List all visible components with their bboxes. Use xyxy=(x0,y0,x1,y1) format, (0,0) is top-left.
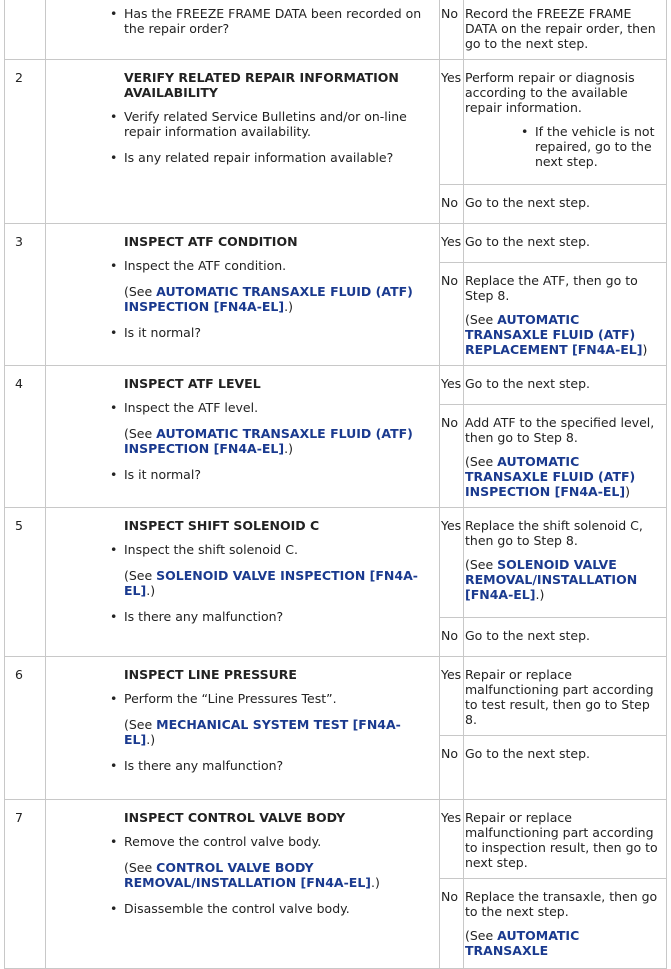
action-cell: Record the FREEZE FRAME DATA on the repair order, then go to the next step. xyxy=(464,0,667,60)
question-bullet: • Is it normal? xyxy=(124,325,431,340)
action-cell: Replace the shift solenoid C, then go to Step 8. (See SOLENOID VALVE REMOVAL/INSTALLATION [FN4A-EL].) xyxy=(464,508,667,618)
step-title: VERIFY RELATED REPAIR INFORMATION AVAILABILITY xyxy=(124,70,399,100)
reference-note: (See AUTOMATIC TRANSAXLE FLUID (ATF) INSPECTION [FN4A-EL].) xyxy=(124,426,413,456)
step-row-3 xyxy=(5,224,667,263)
step-row-5 xyxy=(5,508,667,618)
inspection-cell xyxy=(46,0,440,60)
step-row-6 xyxy=(5,657,667,736)
action-cell: Repair or replace malfunctioning part according to test result, then go to Step 8. xyxy=(464,657,667,736)
step-number xyxy=(5,0,46,60)
answer-label: Yes xyxy=(440,224,464,263)
reference-link[interactable]: AUTOMATIC TRANSAXLE xyxy=(465,928,580,958)
answer-label: Yes xyxy=(440,800,464,879)
reference-link[interactable]: AUTOMATIC TRANSAXLE FLUID (ATF) REPLACEMENT [FN4A-EL] xyxy=(465,312,643,357)
reference-link[interactable]: SOLENOID VALVE REMOVAL/INSTALLATION [FN4A-EL] xyxy=(465,557,638,602)
reference-note: (See CONTROL VALVE BODY REMOVAL/INSTALLATION [FN4A-EL].) xyxy=(124,860,380,890)
step-row-2 xyxy=(5,60,667,185)
action-cell: Replace the transaxle, then go to the next step. (See AUTOMATIC TRANSAXLE xyxy=(464,879,667,969)
step-row-1 xyxy=(5,0,667,60)
instruction-bullet: • Perform the “Line Pressures Test”. xyxy=(124,691,431,706)
action-cell: Go to the next step. xyxy=(464,185,667,224)
action-cell: Replace the ATF, then go to Step 8. (See AUTOMATIC TRANSAXLE FLUID (ATF) REPLACEMENT [FN4A-EL]) xyxy=(464,263,667,366)
reference-note: (See MECHANICAL SYSTEM TEST [FN4A-EL].) xyxy=(124,717,401,747)
reference-note: (See SOLENOID VALVE REMOVAL/INSTALLATION [FN4A-EL].) xyxy=(465,557,638,602)
step-number: 2 xyxy=(5,60,46,224)
answer-label: Yes xyxy=(440,508,464,618)
reference-note: (See AUTOMATIC TRANSAXLE FLUID (ATF) REPLACEMENT [FN4A-EL]) xyxy=(465,312,648,357)
instruction-bullet: • Disassemble the control valve body. xyxy=(124,901,431,916)
question-bullet: • Is there any malfunction? xyxy=(124,609,431,624)
step-row-4 xyxy=(5,366,667,405)
step-title: INSPECT SHIFT SOLENOID C xyxy=(124,518,320,533)
step-row-7 xyxy=(5,800,667,879)
action-cell: Perform repair or diagnosis according to the available repair information. • If the vehicle is not repaired, go to the next step. xyxy=(464,60,667,185)
diagnostic-procedure-table xyxy=(4,0,667,969)
answer-label: Yes xyxy=(440,60,464,185)
instruction-bullet: • Inspect the ATF condition. xyxy=(124,258,431,273)
reference-note: (See AUTOMATIC TRANSAXLE xyxy=(465,928,580,958)
action-cell: Go to the next step. xyxy=(464,366,667,405)
inspection-cell xyxy=(46,657,440,800)
answer-label: No xyxy=(440,263,464,366)
reference-link[interactable]: SOLENOID VALVE INSPECTION [FN4A-EL] xyxy=(124,568,418,598)
instruction-bullet: • Verify related Service Bulletins and/or on-line repair information availability. xyxy=(124,109,431,139)
reference-note: (See AUTOMATIC TRANSAXLE FLUID (ATF) INSPECTION [FN4A-EL].) xyxy=(124,284,413,314)
step-title: INSPECT LINE PRESSURE xyxy=(124,667,297,682)
question-bullet: • Is any related repair information available? xyxy=(124,150,431,165)
action-cell: Add ATF to the specified level, then go to Step 8. (See AUTOMATIC TRANSAXLE FLUID (ATF) INSPECTION [FN4A-EL]) xyxy=(464,405,667,508)
answer-label: Yes xyxy=(440,366,464,405)
answer-label: No xyxy=(440,618,464,657)
step-title: INSPECT ATF LEVEL xyxy=(124,376,261,391)
action-cell: Go to the next step. xyxy=(464,736,667,800)
reference-link[interactable]: MECHANICAL SYSTEM TEST [FN4A-EL] xyxy=(124,717,401,747)
inspection-cell xyxy=(46,224,440,366)
reference-link[interactable]: CONTROL VALVE BODY REMOVAL/INSTALLATION [FN4A-EL] xyxy=(124,860,372,890)
step-number: 7 xyxy=(5,800,46,969)
step-number: 6 xyxy=(5,657,46,800)
step-title: INSPECT ATF CONDITION xyxy=(124,234,298,249)
instruction-bullet: • Inspect the ATF level. xyxy=(124,400,431,415)
answer-label: No xyxy=(440,405,464,508)
inspection-cell xyxy=(46,800,440,969)
inspection-cell xyxy=(46,366,440,508)
reference-link[interactable]: AUTOMATIC TRANSAXLE FLUID (ATF) INSPECTION [FN4A-EL] xyxy=(465,454,636,499)
answer-label: No xyxy=(440,879,464,969)
step-number: 3 xyxy=(5,224,46,366)
action-cell: Repair or replace malfunctioning part according to inspection result, then go to next step. xyxy=(464,800,667,879)
reference-note: (See AUTOMATIC TRANSAXLE FLUID (ATF) INSPECTION [FN4A-EL]) xyxy=(465,454,636,499)
sub-bullet: • If the vehicle is not repaired, go to the next step. xyxy=(535,124,662,169)
reference-link[interactable]: AUTOMATIC TRANSAXLE FLUID (ATF) INSPECTION [FN4A-EL] xyxy=(124,284,413,314)
question-bullet: • Is it normal? xyxy=(124,467,431,482)
step-title: INSPECT CONTROL VALVE BODY xyxy=(124,810,346,825)
answer-label: Yes xyxy=(440,657,464,736)
answer-label: No xyxy=(440,185,464,224)
step-number: 5 xyxy=(5,508,46,657)
action-cell: Go to the next step. xyxy=(464,618,667,657)
action-cell: Go to the next step. xyxy=(464,224,667,263)
question-bullet: • Has the FREEZE FRAME DATA been recorded on the repair order? xyxy=(124,6,431,36)
instruction-bullet: • Remove the control valve body. xyxy=(124,834,431,849)
inspection-cell xyxy=(46,508,440,657)
answer-label: No xyxy=(440,736,464,800)
step-number: 4 xyxy=(5,366,46,508)
reference-link[interactable]: AUTOMATIC TRANSAXLE FLUID (ATF) INSPECTION [FN4A-EL] xyxy=(124,426,413,456)
question-bullet: • Is there any malfunction? xyxy=(124,758,431,773)
answer-label: No xyxy=(440,0,464,60)
inspection-cell xyxy=(46,60,440,224)
instruction-bullet: • Inspect the shift solenoid C. xyxy=(124,542,431,557)
reference-note: (See SOLENOID VALVE INSPECTION [FN4A-EL].) xyxy=(124,568,418,598)
